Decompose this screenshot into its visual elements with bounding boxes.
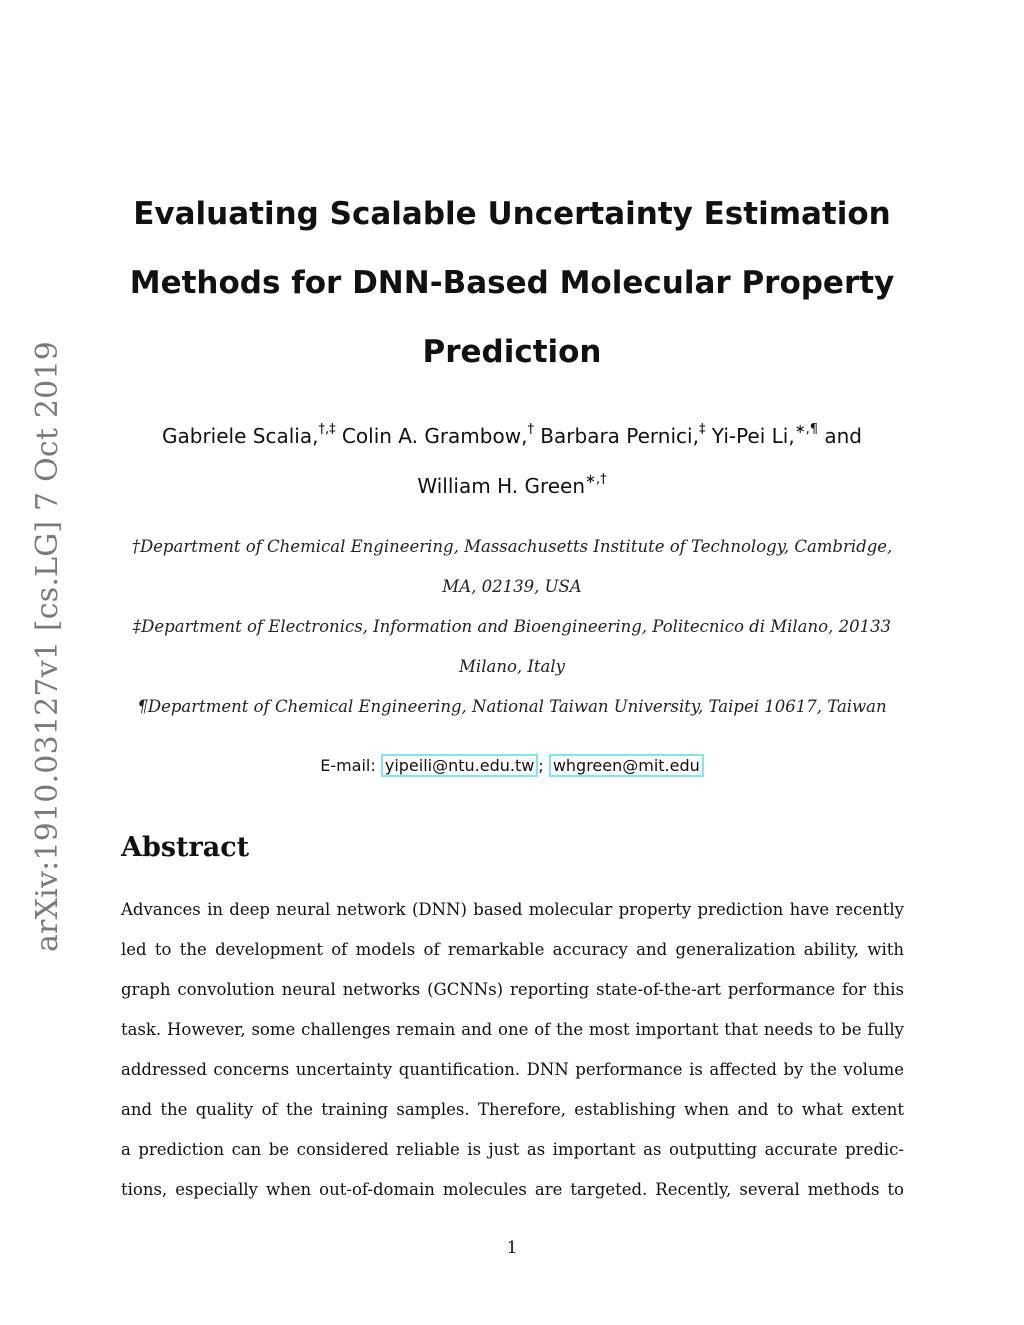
email-link-whgreen[interactable]: whgreen@mit.edu — [549, 754, 704, 777]
author-name: Colin A. Grambow, — [335, 424, 528, 448]
author-connector: and — [818, 424, 862, 448]
affiliation-polimi-continued: Milano, Italy — [459, 657, 565, 676]
abstract-heading: Abstract — [121, 832, 250, 863]
abstract-line: addressed concerns uncertainty quantification. DNN performance is affected by the volume — [121, 1060, 904, 1079]
arxiv-sidebar-stamp — [24, 340, 72, 952]
affiliation-mit: †Department of Chemical Engineering, Massachusetts Institute of Technology, Cambridge, — [131, 537, 893, 556]
affiliation-ntu: ¶Department of Chemical Engineering, National Taiwan University, Taipei 10617, Taiwan — [137, 697, 887, 716]
abstract-line: Advances in deep neural network (DNN) based molecular property prediction have recently — [121, 900, 904, 919]
author-name: Yi-Pei Li, — [705, 424, 795, 448]
author-list-line-1 — [0, 424, 1024, 448]
affiliation-mark: ∗,¶ — [794, 422, 819, 438]
abstract-line: tions, especially when out-of-domain molecules are targeted. Recently, several methods to — [121, 1180, 904, 1199]
affiliation-mark: ∗,† — [585, 472, 607, 488]
affiliation-mark: †,‡ — [318, 422, 336, 438]
email-link-yipeili[interactable]: yipeili@ntu.edu.tw — [381, 754, 538, 777]
affiliation-polimi: ‡Department of Electronics, Information and Bioengineering, Politecnico di Milano, 20133 — [132, 617, 892, 636]
email-separator: ; — [538, 756, 549, 775]
arxiv-identifier: arXiv:1910.03127v1 [cs.LG] 7 Oct 2019 — [30, 340, 66, 952]
author-name: Barbara Pernici, — [533, 424, 699, 448]
abstract-line: led to the development of models of remarkable accuracy and generalization ability, with — [121, 940, 904, 959]
affiliation-mark: ‡ — [698, 422, 706, 438]
paper-title-line-2: Methods for DNN-Based Molecular Property — [129, 265, 895, 301]
page-number: 1 — [506, 1238, 518, 1258]
abstract-line: graph convolution neural networks (GCNNs) reporting state-of-the-art performance for this — [121, 980, 904, 999]
email-label: E-mail: — [320, 756, 381, 775]
author-name: Gabriele Scalia, — [162, 424, 319, 448]
abstract-line: task. However, some challenges remain and one of the most important that needs to be fully — [121, 1020, 904, 1039]
affiliation-mit-continued: MA, 02139, USA — [442, 577, 582, 596]
affiliation-mark: † — [527, 422, 534, 438]
abstract-line: and the quality of the training samples. Therefore, establishing when and to what extent — [121, 1100, 904, 1119]
email-line — [0, 756, 1024, 775]
author-list-line-2 — [0, 474, 1024, 498]
abstract-line: a prediction can be considered reliable is just as important as outputting accurate predic- — [121, 1140, 904, 1159]
paper-title-line-3: Prediction — [422, 334, 602, 370]
paper-title-line-1: Evaluating Scalable Uncertainty Estimation — [133, 196, 891, 232]
author-name: William H. Green — [417, 474, 586, 498]
